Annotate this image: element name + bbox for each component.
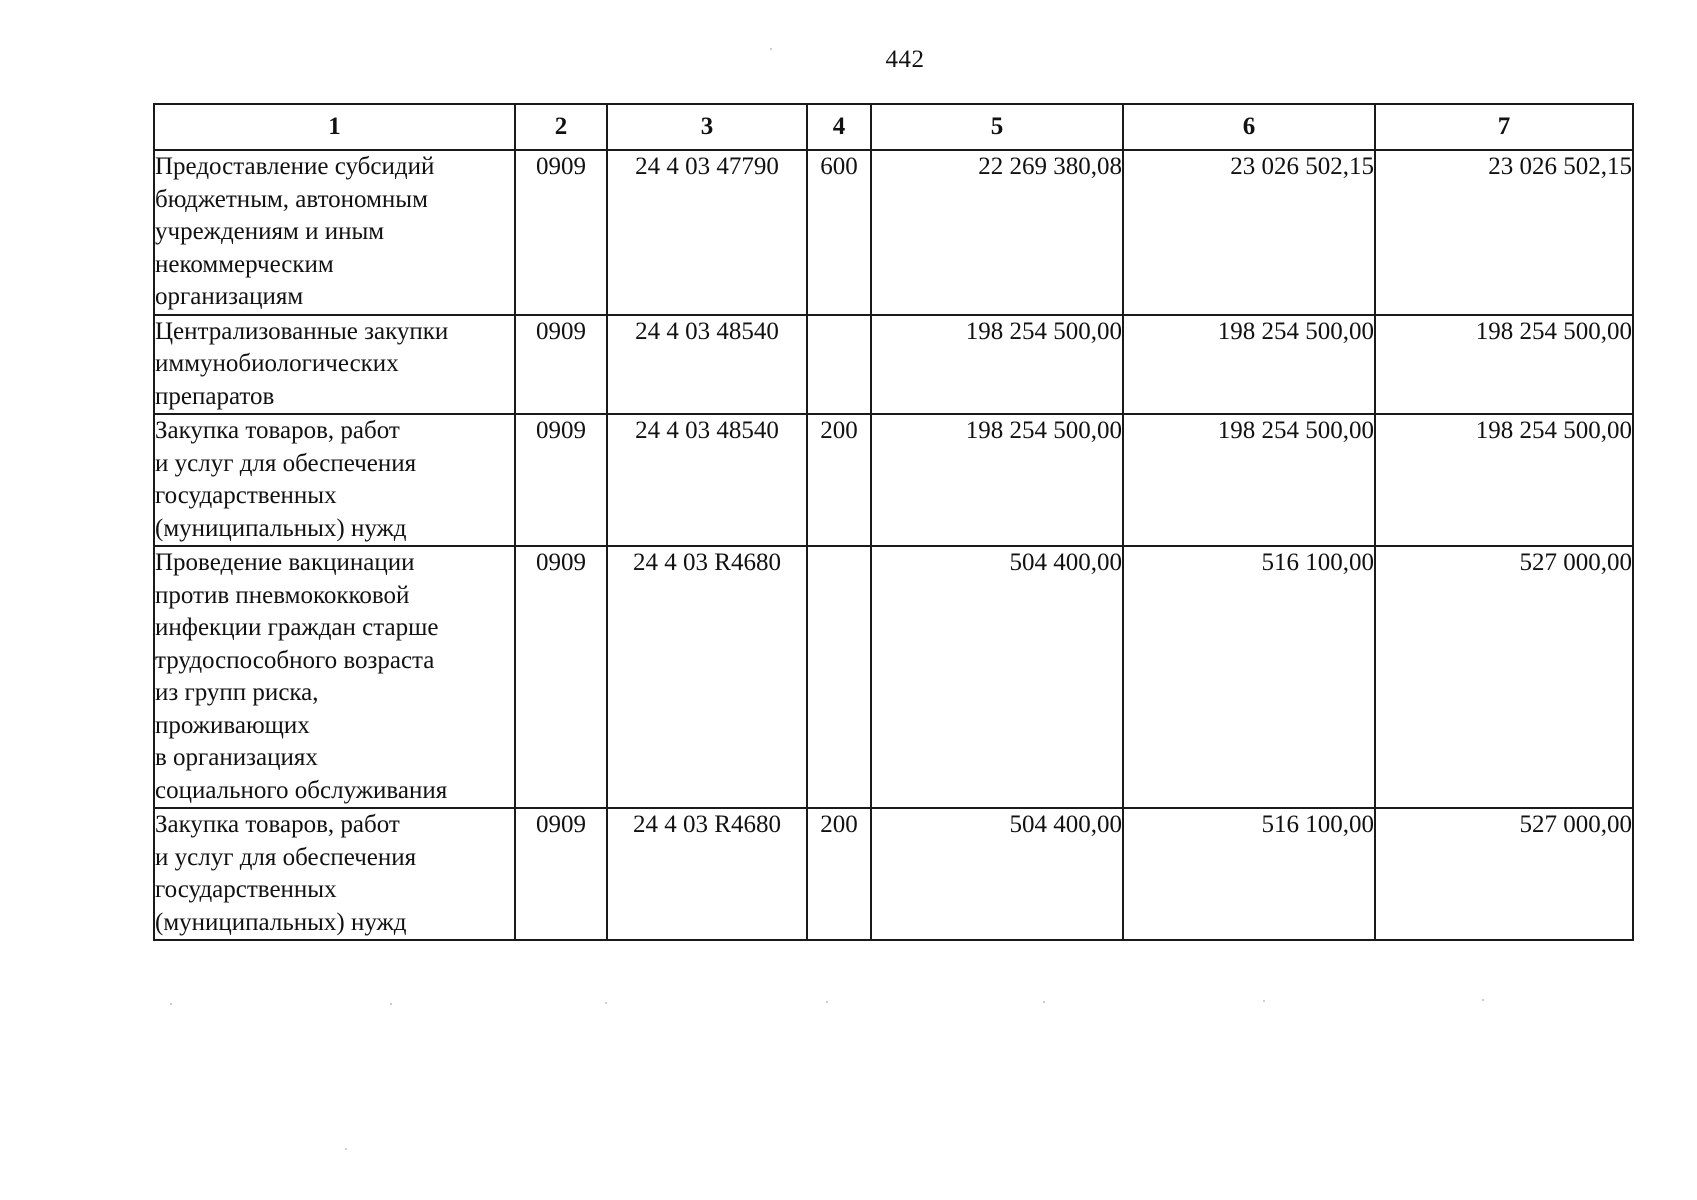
amount-col7-cell: 527 000,00 — [1375, 808, 1633, 940]
item-name-line: (муниципальных) нужд — [155, 908, 407, 936]
scan-speck — [1263, 1000, 1265, 1002]
amount-col6-cell: 516 100,00 — [1123, 546, 1375, 808]
amount-col5-cell: 198 254 500,00 — [871, 414, 1123, 546]
table-row — [154, 808, 1633, 940]
column-header: 2 — [515, 104, 607, 150]
item-name-line: учреждениям и иным — [155, 218, 385, 245]
section-code-cell: 0909 — [515, 808, 607, 940]
item-name-line: и услуг для обеспечения — [155, 449, 417, 477]
expense-type-cell — [807, 315, 871, 415]
item-name-line: Предоставление субсидий — [155, 153, 435, 180]
item-name-line: проживающих — [155, 711, 310, 739]
item-name-line: в организациях — [155, 744, 318, 771]
item-name-line: препаратов — [155, 382, 275, 410]
item-name-cell — [154, 315, 515, 415]
column-header: 5 — [871, 104, 1123, 150]
target-code-cell: 24 4 03 48540 — [607, 414, 807, 546]
item-name-line: и услуг для обеспечения — [155, 843, 417, 871]
column-header: 3 — [607, 104, 807, 150]
scan-speck — [605, 1002, 607, 1004]
section-code-cell: 0909 — [515, 546, 607, 808]
column-header: 1 — [154, 104, 515, 150]
budget-table — [153, 103, 1634, 941]
expense-type-cell: 600 — [807, 150, 871, 315]
section-code-cell: 0909 — [515, 150, 607, 315]
target-code-cell: 24 4 03 48540 — [607, 315, 807, 415]
scan-speck — [826, 1001, 828, 1003]
column-header: 7 — [1375, 104, 1633, 150]
table-row — [154, 546, 1633, 808]
item-name-line: Закупка товаров, работ — [155, 417, 400, 444]
item-name-line: (муниципальных) нужд — [155, 514, 407, 542]
section-code-cell: 0909 — [515, 315, 607, 415]
scan-speck — [390, 1003, 392, 1005]
amount-col7-cell: 527 000,00 — [1375, 546, 1633, 808]
amount-col7-cell: 198 254 500,00 — [1375, 315, 1633, 415]
page-number: 442 — [885, 46, 925, 73]
item-name-line: инфекции граждан старше — [155, 614, 439, 641]
item-name-cell — [154, 150, 515, 315]
amount-col7-cell: 23 026 502,15 — [1375, 150, 1633, 315]
item-name-line: бюджетным, автономным — [155, 185, 428, 213]
item-name-line: организациям — [155, 283, 304, 310]
scan-speck — [770, 48, 772, 50]
table-header-row — [154, 104, 1633, 150]
amount-col5-cell: 22 269 380,08 — [871, 150, 1123, 315]
amount-col5-cell: 504 400,00 — [871, 546, 1123, 808]
expense-type-cell: 200 — [807, 414, 871, 546]
scan-speck — [345, 1148, 347, 1150]
table-row — [154, 150, 1633, 315]
column-header: 4 — [807, 104, 871, 150]
item-name-line: трудоспособного возраста — [155, 646, 435, 674]
scan-speck — [170, 1003, 172, 1005]
item-name-line: Закупка товаров, работ — [155, 811, 400, 838]
target-code-cell: 24 4 03 R4680 — [607, 808, 807, 940]
table-row — [154, 315, 1633, 415]
amount-col6-cell: 516 100,00 — [1123, 808, 1375, 940]
item-name-cell — [154, 808, 515, 940]
amount-col7-cell: 198 254 500,00 — [1375, 414, 1633, 546]
target-code-cell: 24 4 03 47790 — [607, 150, 807, 315]
table-row — [154, 414, 1633, 546]
amount-col6-cell: 198 254 500,00 — [1123, 414, 1375, 546]
item-name-line: против пневмококковой — [155, 581, 410, 609]
item-name-line: государственных — [155, 482, 337, 509]
amount-col6-cell: 23 026 502,15 — [1123, 150, 1375, 315]
item-name-line: некоммерческим — [155, 250, 334, 278]
item-name-line: иммунобиологических — [155, 350, 399, 377]
scan-speck — [1482, 999, 1484, 1001]
amount-col5-cell: 198 254 500,00 — [871, 315, 1123, 415]
item-name-line: Проведение вакцинации — [155, 549, 415, 576]
amount-col6-cell: 198 254 500,00 — [1123, 315, 1375, 415]
column-header: 6 — [1123, 104, 1375, 150]
item-name-cell — [154, 414, 515, 546]
expense-type-cell: 200 — [807, 808, 871, 940]
target-code-cell: 24 4 03 R4680 — [607, 546, 807, 808]
item-name-cell — [154, 546, 515, 808]
section-code-cell: 0909 — [515, 414, 607, 546]
expense-type-cell — [807, 546, 871, 808]
item-name-line: государственных — [155, 876, 337, 903]
item-name-line: Централизованные закупки — [155, 317, 449, 345]
scan-speck — [1043, 1001, 1045, 1003]
item-name-line: из групп риска, — [155, 679, 319, 706]
amount-col5-cell: 504 400,00 — [871, 808, 1123, 940]
item-name-line: социального обслуживания — [155, 776, 448, 804]
